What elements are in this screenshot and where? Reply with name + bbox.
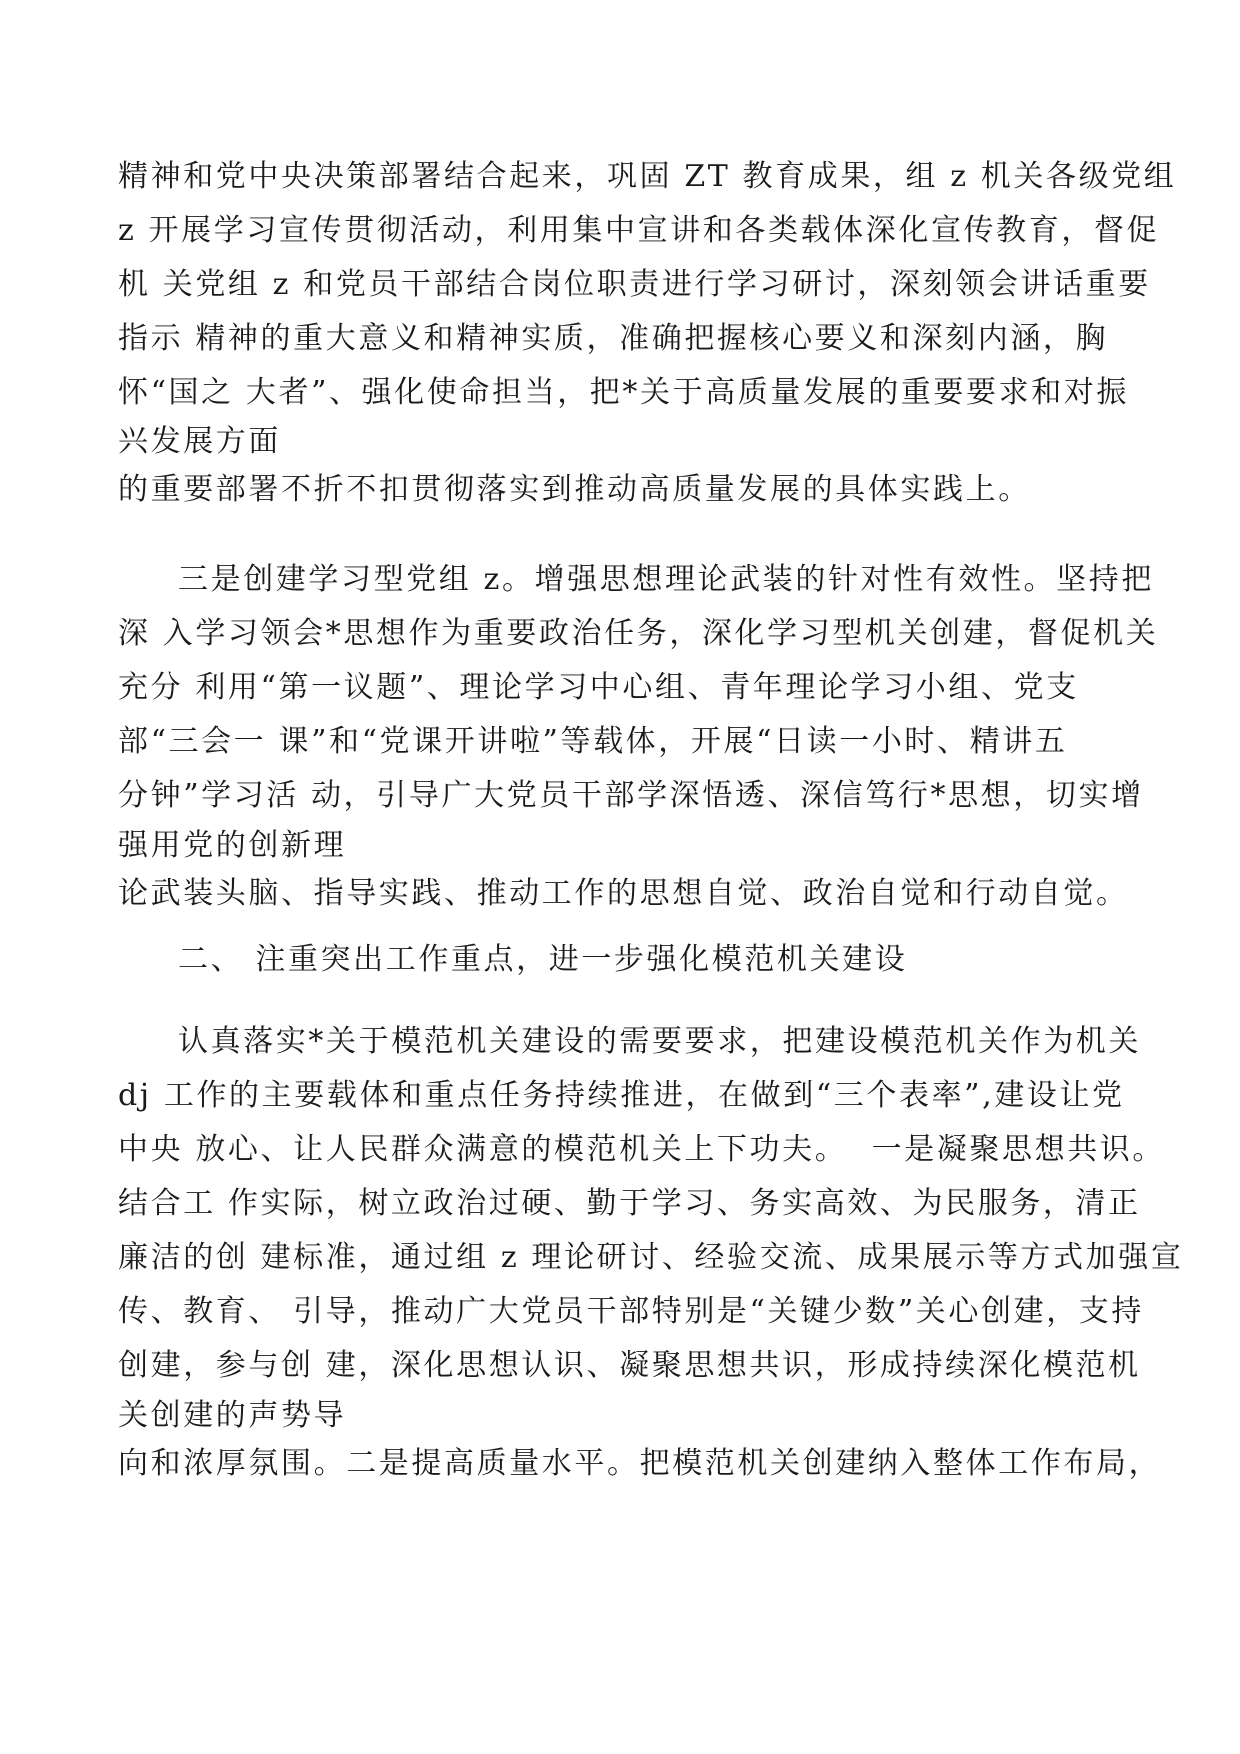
body-text-line: 充分 利用“第一议题”、理论学习中心组、青年理论学习小组、党支 [118, 670, 1079, 705]
body-text-line: 深 入学习领会*思想作为重要政治任务，深化学习型机关创建，督促机关 [118, 616, 1159, 651]
body-text-line: 向和浓厚氛围。二是提高质量水平。把模范机关创建纳入整体工作布局， [118, 1446, 1162, 1481]
body-text-line: 传、教育、 引导，推动广大党员干部特别是“关键少数”关心创建，支持 [118, 1294, 1145, 1329]
body-text-line: 论武装头脑、指导实践、推动工作的思想自觉、政治自觉和行动自觉。 [118, 876, 1129, 911]
body-text-line: dj 工作的主要载体和重点任务持续推进，在做到“三个表率”,建设让党 [118, 1078, 1125, 1113]
body-text-line: 分钟”学习活 动，引导广大党员干部学深悟透、深信笃行*思想，切实增 [118, 778, 1144, 813]
paragraph-three-first-line: 三是创建学习型党组 z。增强思想理论武装的针对性有效性。坚持把 [178, 562, 1154, 597]
body-text-line: 部“三会一 课”和“党课开讲啦”等载体，开展“日读一小时、精讲五 [118, 724, 1068, 759]
body-text-line: 兴发展方面 [118, 424, 281, 459]
section-heading: 二、 注重突出工作重点，进一步强化模范机关建设 [178, 942, 908, 977]
body-text-line: 怀“国之 大者”、强化使命担当，把*关于高质量发展的重要要求和对振 [118, 375, 1130, 410]
body-text-line: 精神和党中央决策部署结合起来，巩固 ZT 教育成果，组 z 机关各级党组 [118, 159, 1177, 194]
body-text-line: z 开展学习宣传贯彻活动，利用集中宣讲和各类载体深化宣传教育，督促 [118, 213, 1160, 248]
body-text-line: 廉洁的创 建标准，通过组 z 理论研讨、经验交流、成果展示等方式加强宣 [118, 1240, 1184, 1275]
body-text-line: 创建，参与创 建，深化思想认识、凝聚思想共识，形成持续深化模范机 [118, 1348, 1141, 1383]
body-text-line: 的重要部署不折不扣贯彻落实到推动高质量发展的具体实践上。 [118, 472, 1031, 507]
body-text-line: 结合工 作实际，树立政治过硬、勤于学习、务实高效、为民服务，清正 [118, 1186, 1141, 1221]
body-text-line: 指示 精神的重大意义和精神实质，准确把握核心要义和深刻内涵，胸 [118, 321, 1109, 356]
body-text-line: 强用党的创新理 [118, 828, 347, 863]
body-text-line: 中央 放心、让人民群众满意的模范机关上下功夫。 一是凝聚思想共识。 [118, 1132, 1166, 1167]
body-text-line: 机 关党组 z 和党员干部结合岗位职责进行学习研讨，深刻领会讲话重要 [118, 267, 1151, 302]
body-text-line: 认真落实*关于模范机关建设的需要要求，把建设模范机关作为机关 [178, 1024, 1141, 1059]
body-text-line: 关创建的声势导 [118, 1398, 347, 1433]
